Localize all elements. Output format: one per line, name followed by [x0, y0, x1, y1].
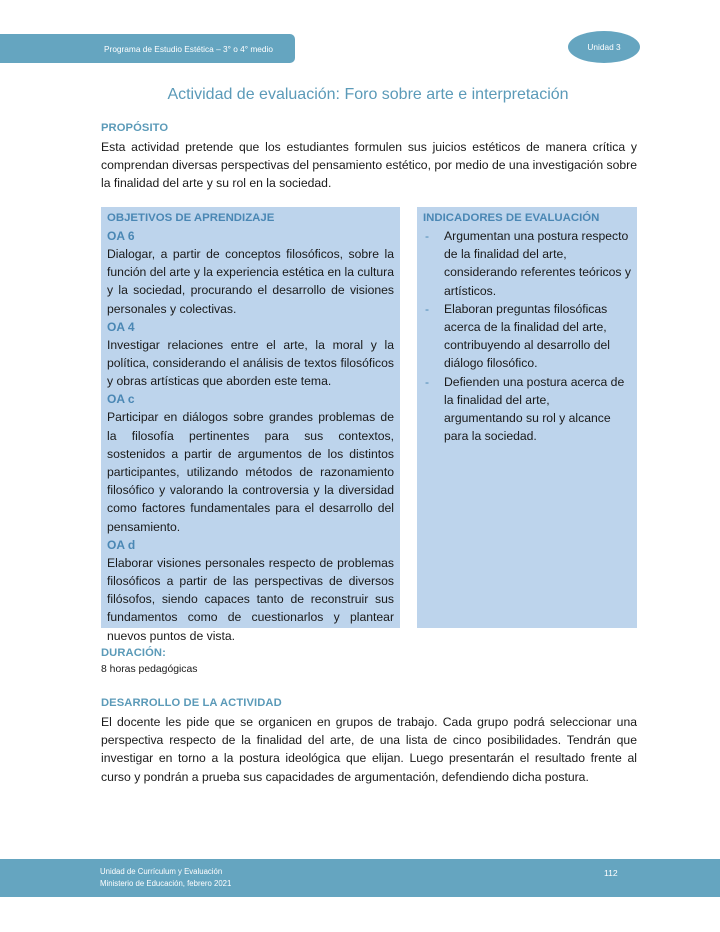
indicator-text: Argumentan una postura respecto de la finalidad del arte, considerando referentes teóricos y artísticos. [444, 229, 631, 298]
footer-bar [0, 859, 720, 897]
program-title: Programa de Estudio Estética – 3° o 4° medio [104, 43, 273, 54]
objective-item [107, 536, 394, 645]
objectives-heading: OBJETIVOS DE APRENDIZAJE [107, 212, 275, 224]
objective-item [107, 318, 394, 391]
unit-badge [568, 31, 640, 63]
duration-heading: DURACIÓN: [101, 647, 166, 659]
dash-bullet-icon: - [425, 229, 430, 243]
purpose-text: Esta actividad pretende que los estudiantes formulen sus juicios estéticos de manera crítica y comprendan diversas perspectivas del pensamiento estético, por medio de una investigación sobre la finalidad del arte y su rol en la sociedad. [101, 140, 637, 191]
page-number: 112 [604, 868, 618, 878]
indicator-item [423, 227, 631, 300]
objective-item [107, 390, 394, 535]
objective-code: OA d [107, 537, 136, 552]
footer-ministry: Ministerio de Educación, febrero 2021 [100, 879, 232, 888]
duration-value: 8 horas pedagógicas [101, 664, 198, 675]
indicator-text: Defienden una postura acerca de la finalidad del arte, argumentando su rol y alcance para la sociedad. [444, 374, 625, 444]
development-text: El docente les pide que se organicen en grupos de trabajo. Cada grupo podrá seleccionar una perspectiva respecto de la finalidad del arte, de una lista de cinco posibilidades. Tendrán que investigar en torno a la postura ideológica que elijan. Luego presentarán el resultado frente al curso y pondrán a prueba sus capacidades de argumentación, defendiendo dicha postura. [101, 715, 637, 784]
objective-text: Elaborar visiones personales respecto de problemas filosóficos a partir de las perspectivas de diversos filósofos, siendo capaces tanto de reconstruir sus fundamentos como de cuestionarlos y plantear nuevos puntos de vista. [107, 555, 394, 643]
indicator-item [423, 373, 631, 446]
development-heading: DESARROLLO DE LA ACTIVIDAD [101, 697, 282, 709]
objective-code: OA 4 [107, 319, 135, 334]
dash-bullet-icon: - [425, 301, 430, 316]
objective-text: Dialogar, a partir de conceptos filosóficos, sobre la función del arte y la experiencia estética en la cultura y la sociedad, procurando el desarrollo de visiones personales y colectivas. [107, 247, 394, 316]
dash-bullet-icon: - [425, 374, 430, 389]
header-program-bar [0, 34, 295, 63]
objective-code: OA 6 [107, 229, 135, 243]
purpose-heading: PROPÓSITO [101, 122, 169, 134]
indicator-text: Elaboran preguntas filosóficas acerca de la finalidad del arte, contribuyendo al desarrollo del diálogo filosófico. [444, 301, 610, 371]
indicators-box [417, 207, 637, 628]
objective-item [107, 227, 394, 318]
objectives-box [101, 207, 400, 643]
objective-code: OA c [107, 392, 135, 407]
objective-text: Participar en diálogos sobre grandes problemas de la filosofía pertinentes para sus contextos, sostenidos a partir de argumentos de los distintos participantes, utilizando métodos de razonamiento filosófico y valorando la controversia y la diversidad como factores fundamentales para el desarrollo del pensamiento. [107, 410, 394, 534]
indicator-item [423, 300, 631, 373]
indicators-heading: INDICADORES DE EVALUACIÓN [423, 212, 600, 224]
unit-label: Unidad 3 [587, 42, 621, 52]
page-title: Actividad de evaluación: Foro sobre arte e interpretación [167, 86, 569, 103]
indicators-list [423, 227, 631, 445]
objective-text: Investigar relaciones entre el arte, la moral y la política, considerando el análisis de textos filosóficos y obras artísticas que aborden este tema. [107, 337, 394, 389]
footer-unit: Unidad de Currículum y Evaluación [100, 867, 223, 876]
